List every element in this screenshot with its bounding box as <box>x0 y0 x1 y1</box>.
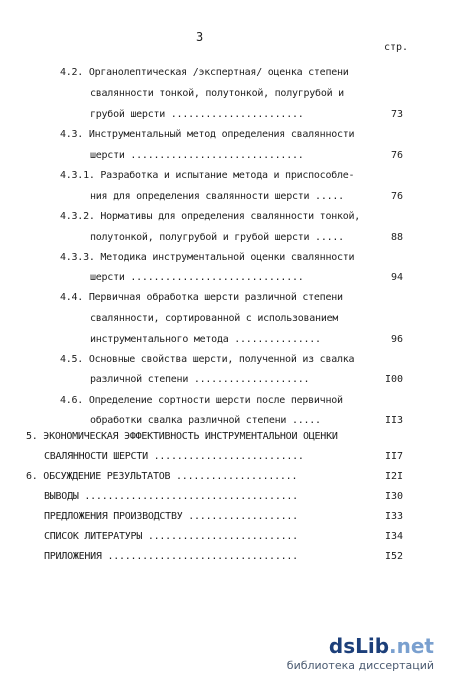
watermark-subtitle: библиотека диссертаций <box>286 659 434 672</box>
toc-entry-line: обработки свалка различной степени ..... <box>90 415 321 426</box>
toc-entry-page: I52 <box>384 551 403 562</box>
toc-entry-line: инструментального метода ............... <box>90 334 321 345</box>
toc-entry-line: 5. ЭКОНОМИЧЕСКАЯ ЭФФЕКТИВНОСТЬ ИНСТРУМЕНТАЛЬНОЙ ОЦЕНКИ <box>26 431 338 442</box>
toc-entry-line: ния для определения свалянности шерсти ..... <box>90 191 344 202</box>
toc-entry-line: 4.3. Инструментальный метод определения свалянности <box>60 129 355 140</box>
toc-entry-page: I33 <box>384 511 403 522</box>
toc-entry-line: различной степени .................... <box>90 374 310 385</box>
toc-entry-line: 4.3.2. Нормативы для определения свалянности тонкой, <box>60 211 361 222</box>
toc-entry-line: СВАЛЯННОСТИ ШЕРСТИ .......................... <box>44 451 304 462</box>
toc-entry-line: ВЫВОДЫ ..................................... <box>44 491 298 502</box>
toc-entry-line: 6. ОБСУЖДЕНИЕ РЕЗУЛЬТАТОВ ..................... <box>26 471 298 482</box>
page-number: 3 <box>196 30 204 44</box>
toc-entry-line: 4.3.1. Разработка и испытание метода и приспособле- <box>60 170 355 181</box>
toc-entry-page: 88 <box>390 232 403 243</box>
toc-entry-page: 94 <box>390 272 403 283</box>
toc-entry-line: 4.6. Определение сортности шерсти после первичной <box>60 395 343 406</box>
toc-entry-page: I2I <box>384 471 403 482</box>
toc-entry-line: шерсти .............................. <box>90 272 304 283</box>
toc-entry-page: 76 <box>390 191 403 202</box>
toc-entry-page: I34 <box>384 531 403 542</box>
toc-entry-line: 4.3.3. Методика инструментальной оценки свалянности <box>60 252 355 263</box>
toc-entry-line: 4.5. Основные свойства шерсти, полученной из свалка <box>60 354 355 365</box>
toc-entry-line: 4.4. Первичная обработка шерсти различной степени <box>60 292 343 303</box>
toc-entry-line: 4.2. Органолептическая /экспертная/ оценка степени <box>60 67 349 78</box>
toc-entry-line: свалянности тонкой, полутонкой, полугрубой и <box>90 88 344 99</box>
watermark <box>287 636 434 672</box>
page-column-header: стр. <box>384 42 409 53</box>
toc-entry-line: СПИСОК ЛИТЕРАТУРЫ .......................... <box>44 531 298 542</box>
toc-entry-page: II7 <box>384 451 403 462</box>
toc-entry-page: 73 <box>390 109 403 120</box>
toc-entry-page: I00 <box>384 374 403 385</box>
toc-entry-line: ПРЕДЛОЖЕНИЯ ПРОИЗВОДСТВУ ................... <box>44 511 298 522</box>
toc-entry-page: II3 <box>384 415 403 426</box>
toc-entry-page: I30 <box>384 491 403 502</box>
watermark-logo: dsLib.net <box>328 634 434 658</box>
toc-entry-line: полутонкой, полугрубой и грубой шерсти ..... <box>90 232 344 243</box>
toc-entry-page: 96 <box>390 334 403 345</box>
toc-entry-line: ПРИЛОЖЕНИЯ ................................. <box>44 551 298 562</box>
toc-entry-page: 76 <box>390 150 403 161</box>
toc-entry-line: грубой шерсти ....................... <box>90 109 304 120</box>
toc-entry-line: шерсти .............................. <box>90 150 304 161</box>
toc-entry-line: свалянности, сортированной с использованием <box>90 313 339 324</box>
